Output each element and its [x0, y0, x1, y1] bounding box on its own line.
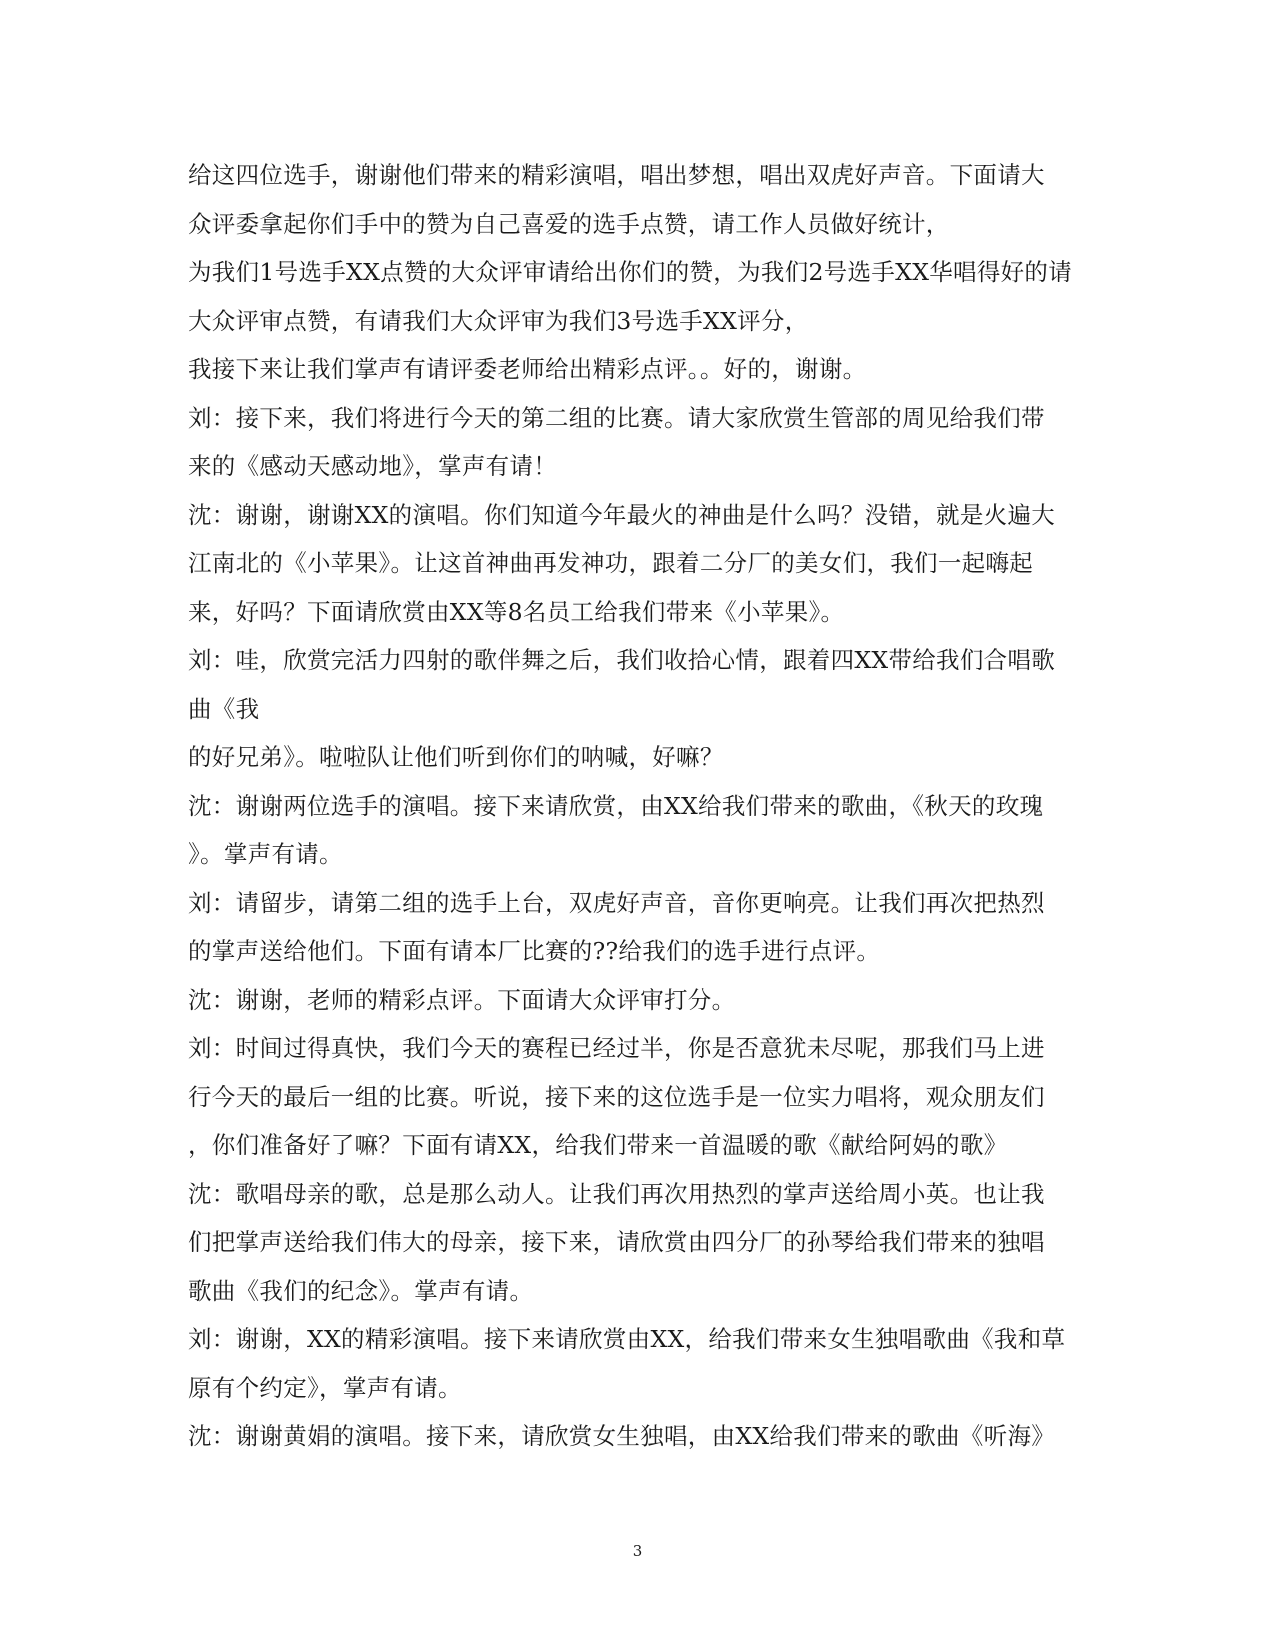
text-line: 我接下来让我们掌声有请评委老师给出精彩点评。。好的，谢谢。 — [188, 355, 867, 383]
text-line: 来，好吗？下面请欣赏由XX等8名员工给我们带来《小苹果》。 — [188, 597, 845, 626]
text-line: 的好兄弟》。啦啦队让他们听到你们的呐喊，好嘛？ — [188, 743, 724, 771]
text-line: 原有个约定》，掌声有请。 — [188, 1373, 462, 1402]
text-line: 众评委拿起你们手中的赞为自己喜爱的选手点赞，请工作人员做好统计， — [188, 209, 950, 238]
text-line: 刘：谢谢，XX的精彩演唱。接下来请欣赏由XX，给我们带来女生独唱歌曲《我和草 — [188, 1325, 1066, 1353]
text-line: 给这四位选手，谢谢他们带来的精彩演唱，唱出梦想，唱出双虎好声音。下面请大 — [188, 161, 1045, 189]
text-line: 沈：歌唱母亲的歌，总是那么动人。让我们再次用热烈的掌声送给周小英。也让我 — [188, 1179, 1045, 1208]
text-line: 沈：谢谢，老师的精彩点评。下面请大众评审打分。 — [188, 985, 736, 1014]
text-line: 刘：请留步，请第二组的选手上台，双虎好声音，音你更响亮。让我们再次把热烈 — [188, 888, 1045, 917]
text-line: 为我们1号选手XX点赞的大众评审请给出你们的赞，为我们2号选手XX华唱得好的请 — [188, 258, 1073, 286]
page-number: 3 — [632, 1542, 643, 1560]
text-line: 们把掌声送给我们伟大的母亲，接下来，请欣赏由四分厂的孙琴给我们带来的独唱 — [188, 1228, 1045, 1256]
text-line: 歌曲《我们的纪念》。掌声有请。 — [188, 1276, 534, 1305]
body-text — [188, 151, 1088, 1461]
text-line: 行今天的最后一组的比赛。听说，接下来的这位选手是一位实力唱将，观众朋友们 — [188, 1082, 1045, 1111]
text-line: 大众评审点赞，有请我们大众评审为我们3号选手XX评分， — [188, 306, 809, 335]
text-line: 曲《我 — [188, 694, 260, 723]
text-line: 的掌声送给他们。下面有请本厂比赛的??给我们的选手进行点评。 — [188, 937, 881, 965]
text-line: 沈：谢谢两位选手的演唱。接下来请欣赏，由XX给我们带来的歌曲，《秋天的玫瑰 — [188, 791, 1044, 820]
text-line: 刘：时间过得真快，我们今天的赛程已经过半，你是否意犹未尽呢，那我们马上进 — [188, 1034, 1045, 1062]
text-line: 刘：接下来，我们将进行今天的第二组的比赛。请大家欣赏生管部的周见给我们带 — [188, 403, 1045, 432]
text-line: 来的《感动天感动地》，掌声有请！ — [188, 452, 558, 480]
text-line: 沈：谢谢黄娟的演唱。接下来，请欣赏女生独唱，由XX给我们带来的歌曲《听海》 — [188, 1422, 1056, 1450]
text-line: 刘：哇，欣赏完活力四射的歌伴舞之后，我们收拾心情，跟着四XX带给我们合唱歌 — [188, 646, 1056, 674]
text-line: ，你们准备好了嘛？下面有请XX，给我们带来一首温暖的歌《献给阿妈的歌》 — [188, 1131, 1008, 1159]
text-line: 沈：谢谢，谢谢XX的演唱。你们知道今年最火的神曲是什么吗？没错，就是火遍大 — [188, 500, 1056, 529]
text-line: 》。掌声有请。 — [188, 840, 343, 868]
text-line: 江南北的《小苹果》。让这首神曲再发神功，跟着二分厂的美女们，我们一起嗨起 — [188, 549, 1034, 577]
